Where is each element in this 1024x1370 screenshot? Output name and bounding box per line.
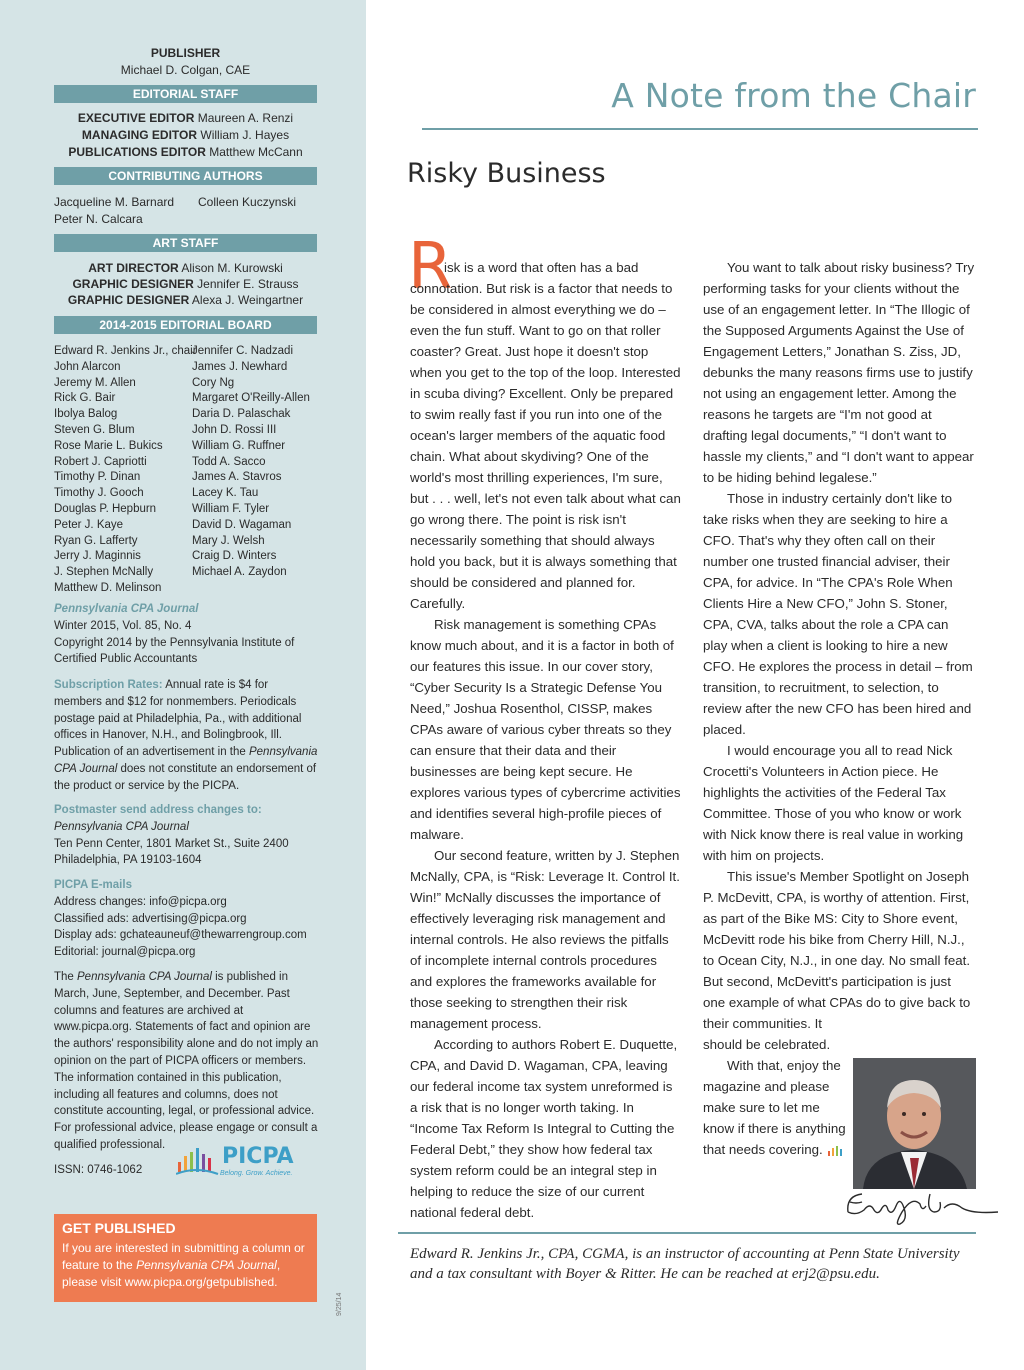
bio-divider [398,1232,976,1234]
contributing-authors-right: Colleen Kuczynski [198,195,297,209]
logo-wordmark: PICPA [222,1144,294,1169]
article-column-left [410,257,682,1223]
vertical-code: 9/25/14 [336,1292,343,1316]
section-title: A Note from the Chair [611,76,976,115]
contributing-authors-left: Jacqueline M. Barnard Peter N. Calcara [54,195,175,226]
article-column-right [703,257,975,1160]
get-published-box [54,1214,317,1302]
end-mark-icon [827,1143,845,1157]
drop-cap: R [408,230,453,304]
publisher-label: PUBLISHER [150,46,221,60]
contributing-heading: CONTRIBUTING AUTHORS [54,167,317,185]
paragraph: With that, enjoy the magazine and please make sure to let me know if there is anything that needs covering. [703,1058,846,1157]
author-bio: Edward R. Jenkins Jr., CPA, CGMA, is an instructor of accounting at Penn State University and a tax consultant with Boyer & Ritter. He can be reached at erj2@psu.edu. [410,1246,960,1282]
author-photo [853,1058,976,1189]
paragraph: Risk management is something CPAs know much about, and it is a factor in both of our features this issue. In our cover story, “Cyber Security Is a Strategic Defense You Need,” Joshua Rosenthol, CISSP, makes CPAs aware of various cyber threats so they can ensure that their data and their businesses are being kept secure. He explores various types of cybercrime activities and identifies several high-profile pieces of malware. [410,617,681,842]
staff-line: ART DIRECTOR Alison M. Kurowski [88,261,283,275]
paragraph: their communities. It should be celebrated. [703,1016,831,1052]
publisher-name: Michael D. Colgan, CAE [120,63,251,77]
art-staff-heading: ART STAFF [54,234,317,252]
paragraph: Our second feature, written by J. Stephen McNally, CPA, is “Risk: Leverage It. Control It. Win!” McNally discusses the importance of effectively leveraging risk management and internal controls. He also reviews the pitfalls of incomplete internal controls procedures and explores the frameworks available for those seeking to strengthen their risk management process. [410,848,680,1031]
masthead-sidebar [0,0,366,1370]
staff-line: GRAPHIC DESIGNER Jennifer E. Strauss [72,277,299,291]
paragraph: Those in industry certainly don't like to take risks when they are seeking to hire a CFO. That's why they often call on their number one trusted financial adviser, their CPA, for advice. In “The CPA's Role When Clients Hire a New CFO,” John S. Stoner, CPA, CVA, talks about the role a CPA can play when a client is looking to hire a new CFO. He explores the process in detail – from transition, to recruitment, to selection, to review after the new CFO has been hired and placed. [703,491,973,737]
editorial-staff-heading: EDITORIAL STAFF [54,85,317,103]
editorial-board-heading: 2014-2015 EDITORIAL BOARD [54,316,317,334]
publication-notice: The Pennsylvania CPA Journal is published in March, June, September, and December. Past columns and features are archived at www.picpa.org. Statements of fact and opinion are the authors' responsibility alone and do not imply an opinion on the part of PICPA officers or members. The information contained in this publication, including all features and columns, does not constitute accounting, legal, or professional advice. For professional advice, please engage or consult a qualified professional. [54,971,319,1151]
article-title: Risky Business [407,158,606,189]
postmaster-info: Postmaster send address changes to: Pennsylvania CPA Journal Ten Penn Center, 1801 Market St., Suite 2400 Philadelphia, PA 19103-1604 [54,804,289,867]
paragraph: This issue's Member Spotlight on Joseph P. McDevitt, CPA, is worthy of attention. First, as part of the Bike MS: City to Shore event, McDevitt rode his bike from Cherry Hill, N.J., to Ocean City, N.J., in one day. No small feat. But second, McDevitt's participation is just one example of what CPAs do to give back to [703,869,971,1010]
logo-tagline: Belong. Grow. Achieve. [220,1170,293,1177]
header-divider [422,128,978,130]
paragraph: According to authors Robert E. Duquette, CPA, and David D. Wagaman, CPA, leaving our federal income tax system unreformed is a risk that is no longer worth taking. In “Income Tax Reform Is Integral to Cutting the Federal Debt,” they show how federal tax system reform could be an integral step in helping to reduce the size of our current national federal debt. [410,1037,678,1220]
paragraph: isk is a word that often has a bad connotation. But risk is a factor that needs to be considered in almost everything we do – even the fun stuff. Want to go on that roller coaster? Great. Just hope it doesn't stop when you get to the top of the loop. Interested in scuba diving? Excellent. Only be prepared to swim really fast if you run into one of the ocean's larger members of the aquatic food chain. What about skydiving? One of the world's most thrilling experiences, I'm sure, but . . . well, let's not even talk about what can go wrong there. The point is risk isn't necessarily something that should always hold you back, but it is always something that should be considered and planned for. Carefully. [410,260,681,611]
staff-line: EXECUTIVE EDITOR Maureen A. Renzi [77,111,294,125]
author-portrait-image [853,1058,976,1189]
staff-line: MANAGING EDITOR William J. Hayes [81,128,290,142]
picpa-emails: PICPA E-mails Address changes: info@picpa.org Classified ads: advertising@picpa.org Display ads: gchateauneuf@thewarrengroup.com Editorial: journal@picpa.org [54,879,307,959]
subscription-info: Subscription Rates: Annual rate is $4 for members and $12 for nonmembers. Periodicals postage paid at Philadelphia, Pa., with additional offices in Hanover, N.H., and Bolingbrook, Ill. Publication of an advertisement in the Pennsylvania CPA Journal does not constitute an endorsement of the product or service by the PICPA. [54,679,318,792]
editorial-board-right: Jennifer C. Nadzadi James J. Newhard Cory Ng Margaret O'Reilly-Allen Daria D. Palaschak John D. Rossi III William G. Ruffner Todd A. Sacco James A. Stavros Lacey K. Tau William F. Tyler David D. Wagaman Mary J. Welsh Craig D. Winters Michael A. Zaydon [192,345,310,579]
picpa-logo-icon [176,1144,220,1178]
signature-image [842,1182,1002,1230]
journal-info: Pennsylvania CPA Journal Winter 2015, Vol. 85, No. 4 Copyright 2014 by the Pennsylvania Institute of Certified Public Accountants [54,603,295,666]
get-published-heading: GET PUBLISHED [62,1220,176,1236]
get-published-text: If you are interested in submitting a column or feature to the Pennsylvania CPA Journal, please visit www.picpa.org/getpublished. [62,1241,305,1289]
editorial-board-left: Edward R. Jenkins Jr., chair John Alarcon Jeremy M. Allen Rick G. Bair Ibolya Balog Steven G. Blum Rose Marie L. Bukics Robert J. Capriotti Timothy P. Dinan Timothy J. Gooch Douglas P. Hepburn Peter J. Kaye Ryan G. Lafferty Jerry J. Maginnis J. Stephen McNally Matthew D. Melinson [54,345,197,594]
issn: ISSN: 0746-1062 [54,1164,143,1176]
staff-line: PUBLICATIONS EDITOR Matthew McCann [68,145,303,159]
picpa-logo [176,1140,316,1186]
staff-line: GRAPHIC DESIGNER Alexa J. Weingartner [67,293,304,307]
paragraph: You want to talk about risky business? Try performing tasks for your clients without the use of an engagement letter. In “The Illogic of the Supposed Arguments Against the Use of Engagement Letters,” Jonathan S. Ziss, JD, debunks the many reasons firms use to justify not using an engagement letter. Among the reasons he targets are “I'm not good at drafting legal documents,” “I don't want to hassle my clients,” and “I don't want to appear to be hiding behind legalese.” [703,260,975,485]
paragraph: I would encourage you all to read Nick Crocetti's Volunteers in Action piece. He highlights the activities of the Federal Tax Committee. Those of you who know or work with Nick know there is real value in working with him on projects. [703,743,964,863]
